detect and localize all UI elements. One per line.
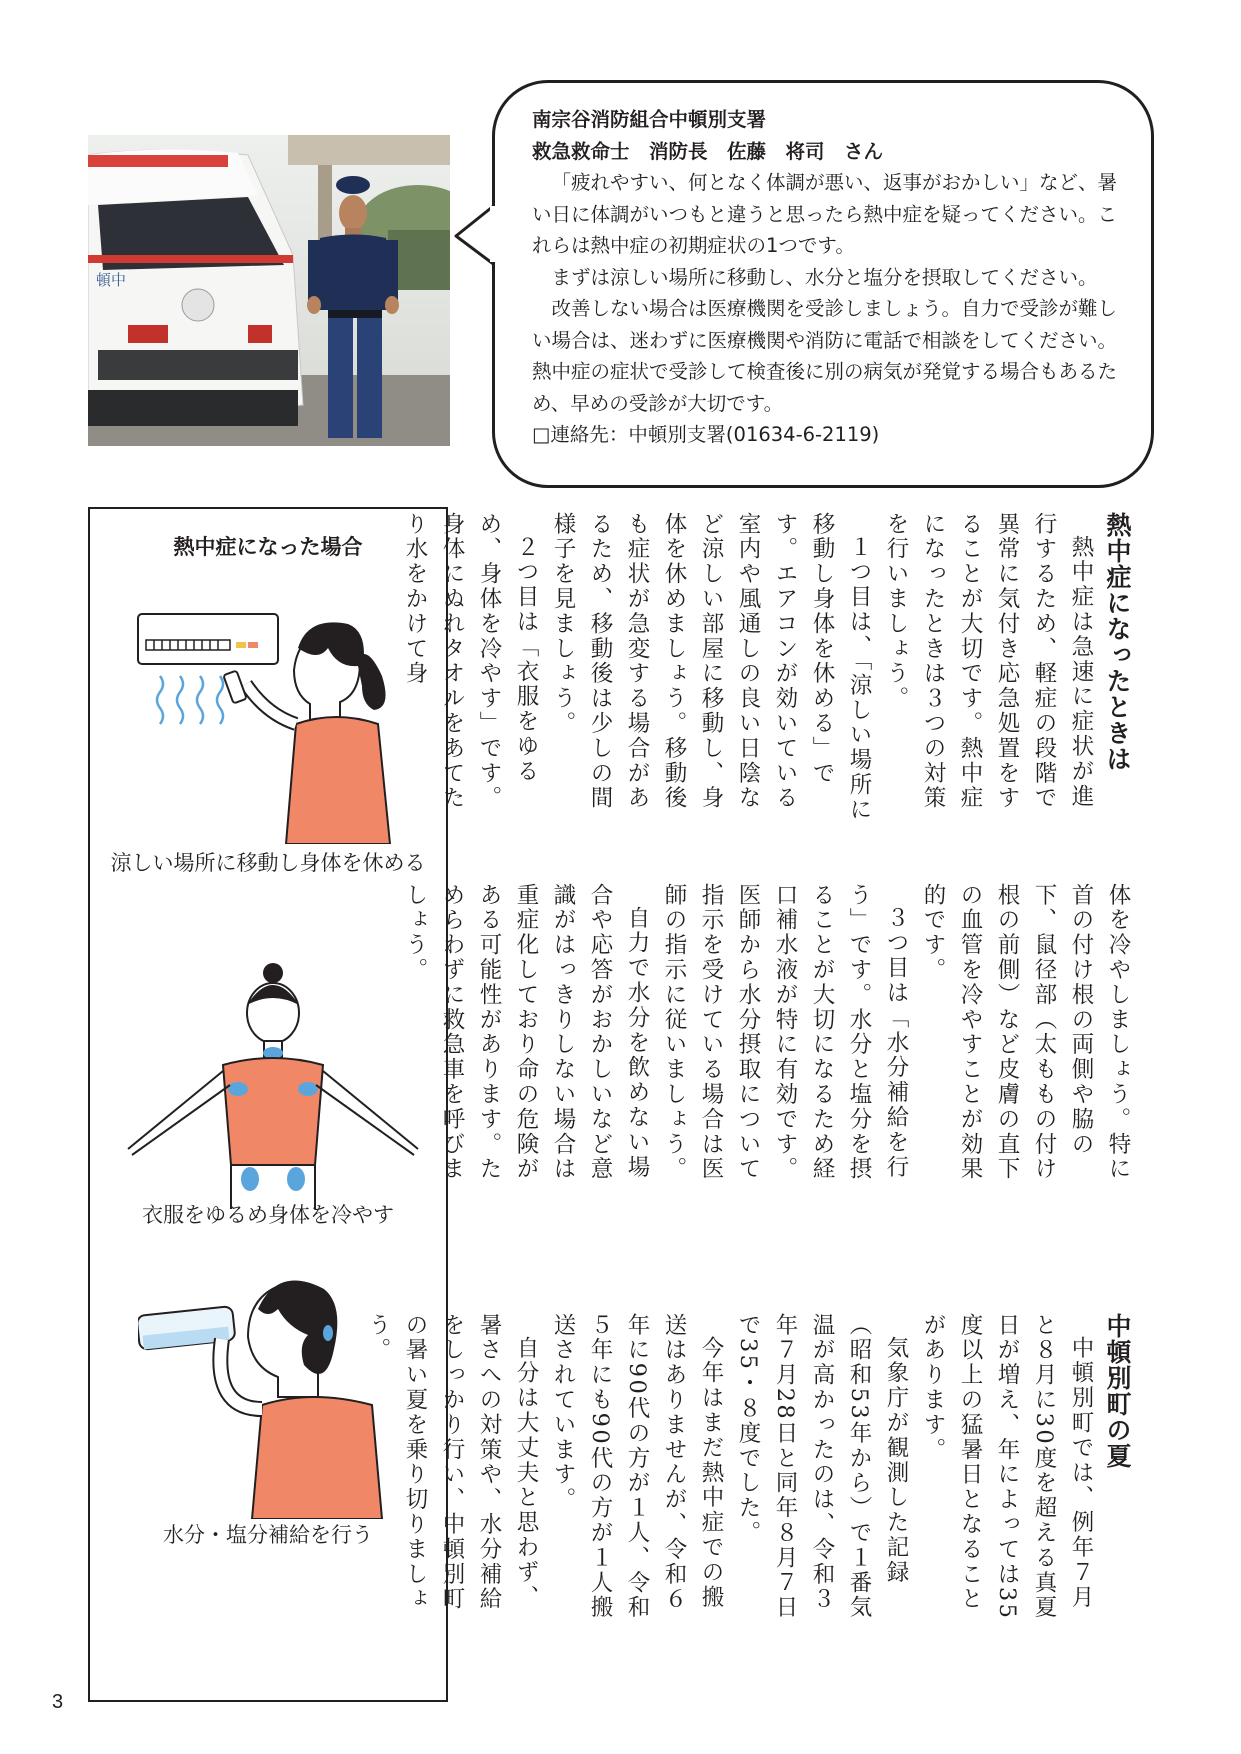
- remote-control-icon: [223, 671, 246, 704]
- caption-rest: 涼しい場所に移動し身体を休める: [110, 851, 426, 875]
- interviewee-name-title: 救急救命士 消防長 佐藤 将司 さん: [532, 139, 884, 163]
- page-number: 3: [52, 1691, 64, 1713]
- article-paragraph: 自力で水分を飲めない場合や応答がおかしいなど意識がはっきりしない場合は重症化しており命の危険がある可能性があります。ためらわずに救急車を呼びましょう。: [402, 883, 650, 1182]
- interview-text: [532, 104, 1132, 451]
- groin-cool-spot: [241, 1167, 259, 1191]
- article-section2: [365, 1313, 1136, 1633]
- article-section1-block2: [402, 883, 1136, 1203]
- cooling-body-illustration: [118, 949, 428, 1209]
- article-paragraph: 体を冷やしましょう。特に首の付け根の両側や脇の下、鼠径部（太ももの付け根の前側）など皮膚の直下の血管を冷やすことが効果的です。: [920, 883, 1131, 1182]
- contact-info: □連絡先：中頓別支署(01634-6-2119): [532, 423, 880, 446]
- interviewee-organization: 南宗谷消防組合中頓別支署: [532, 108, 767, 131]
- article-paragraph: ２つ目は「衣服をゆるめ、身体を冷やす」です。身体にぬれタオルをあてたり水をかけて身: [402, 512, 539, 811]
- caption-hydrate: 水分・塩分補給を行う: [163, 1523, 373, 1547]
- section1-heading: 熱中症になったときは: [1103, 512, 1132, 772]
- firefighter-photo: [88, 135, 450, 446]
- ambulance-scene-image: [88, 135, 450, 446]
- armpit-cool-spot: [228, 1082, 248, 1096]
- article-paragraph: 気象庁が観測した記録（昭和53年から）で１番気温が高かったのは、令和３年７月28日と同年８月７日で35・８度でした。: [735, 1313, 909, 1621]
- article-paragraph: 中頓別町では、例年７月と８月に30度を超える真夏日が増え、年によっては35度以上の猛暑日となることがあります。: [920, 1313, 1094, 1621]
- panel-title: 熱中症になった場合: [173, 535, 363, 559]
- interview-paragraph: 「疲れやすい、何となく体調が悪い、返事がおかしい」など、暑い日に体調がいつもと違うと思ったら熱中症を疑ってください。これらは熱中症の初期症状の1つです。: [532, 171, 1118, 257]
- cold-air-icon: [157, 676, 223, 724]
- article-paragraph: 今年はまだ熱中症での搬送はありませんが、令和６年に90代の方が１人、令和５年にも90代の方が１人搬送されています。: [550, 1313, 724, 1621]
- article-paragraph: 熱中症は急速に症状が進行するため、軽症の段階で異常に気付き応急処置をすることが大切です。熱中症になったときは３つの対策を行いましょう。: [883, 512, 1094, 811]
- article-paragraph: ３つ目は「水分補給を行う」です。水分と塩分を摂ることが大切になるため経口補水液が特に有効です。医師から水分摂取について指示を受けている場合は医師の指示に従いましょう。: [661, 883, 909, 1182]
- interview-paragraph: 改善しない場合は医療機関を受診しましょう。自力で受診が難しい場合は、迷わずに医療機関や消防に電話で相談をしてください。熱中症の症状で受診して検査後に別の病気が発覚する場合もあるため、早めの受診が大切です。: [532, 297, 1118, 415]
- interview-paragraph: まずは涼しい場所に移動し、水分と塩分を摂取してください。: [551, 265, 1098, 289]
- air-conditioner-illustration: [128, 604, 418, 844]
- air-conditioner-icon: [138, 614, 278, 664]
- bubble-tail-mask: [490, 203, 500, 265]
- article-section1-block1: [402, 512, 1136, 832]
- caption-cool-body: 衣服をゆるめ身体を冷やす: [142, 1203, 394, 1227]
- article-paragraph: 自分は大丈夫と思わず、暑さへの対策や、水分補給をしっかり行い、中頓別町の暑い夏を乗り切りましょう。: [365, 1313, 539, 1612]
- article-paragraph: １つ目は、「涼しい場所に移動し身体を休める」です。エアコンが効いている室内や風通しの良い日陰など涼しい部屋に移動し、身体を休めましょう。移動後も症状が急変する場合があるため、移動後は少しの間様子を見ましょう。: [550, 512, 872, 823]
- section2-heading: 中頓別町の夏: [1103, 1313, 1132, 1469]
- ambulance-badge-text: 頓中: [96, 271, 127, 289]
